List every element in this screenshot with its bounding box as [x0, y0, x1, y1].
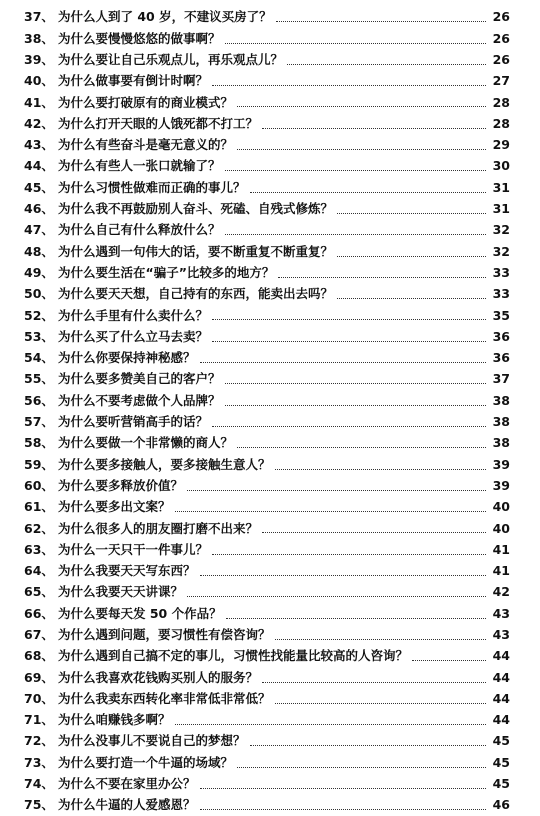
toc-entry-number: 39、 — [24, 51, 54, 67]
toc-entry[interactable] — [0, 539, 540, 560]
toc-entry-title: 为什么遇到自己搞不定的事儿，习惯性找能量比较高的人咨询？ — [58, 648, 409, 664]
toc-entry-page-number: 39 — [492, 477, 510, 493]
toc-entry-page-number: 43 — [492, 605, 510, 621]
dot-leader — [200, 808, 486, 810]
toc-entry-title: 为什么很多人的朋友圈打磨不出来？ — [58, 520, 259, 536]
toc-entry-number: 53、 — [24, 328, 54, 344]
dot-leader — [225, 169, 486, 171]
toc-entry-page-number: 39 — [492, 456, 510, 472]
toc-entry-title: 为什么我要天天写东西？ — [58, 563, 196, 579]
toc-entry-page-number: 35 — [492, 307, 510, 323]
dot-leader — [275, 702, 486, 704]
toc-entry[interactable] — [0, 561, 540, 582]
toc-entry-number: 44、 — [24, 158, 54, 174]
toc-entry-title: 为什么人到了 40 岁，不建议买房了？ — [58, 9, 272, 25]
toc-entry[interactable] — [0, 7, 540, 28]
dot-leader — [337, 212, 486, 214]
toc-entry-title: 为什么要生活在“骗子”比较多的地方？ — [58, 264, 275, 280]
toc-entry-title: 为什么有些人一张口就输了？ — [58, 158, 221, 174]
toc-entry-number: 74、 — [24, 776, 54, 792]
toc-entry-page-number: 41 — [492, 541, 510, 557]
toc-entry-number: 70、 — [24, 690, 54, 706]
toc-entry[interactable] — [0, 50, 540, 71]
toc-entry-title: 为什么要做一个非常懒的商人？ — [58, 435, 234, 451]
toc-entry-page-number: 45 — [492, 776, 510, 792]
toc-entry[interactable] — [0, 263, 540, 284]
toc-entry-number: 42、 — [24, 115, 54, 131]
toc-entry[interactable] — [0, 177, 540, 198]
toc-entry[interactable] — [0, 433, 540, 454]
dot-leader — [337, 255, 486, 257]
toc-entry-page-number: 28 — [492, 94, 510, 110]
toc-entry-page-number: 38 — [492, 435, 510, 451]
toc-entry-page-number: 42 — [492, 584, 510, 600]
toc-entry-title: 为什么做事要有倒计时啊？ — [58, 73, 209, 89]
toc-entry-title: 为什么要多出文案？ — [58, 499, 171, 515]
toc-entry-title: 为什么不要考虑做个人品牌？ — [58, 392, 221, 408]
toc-entry[interactable] — [0, 135, 540, 156]
toc-entry-number: 45、 — [24, 179, 54, 195]
toc-entry[interactable] — [0, 199, 540, 220]
dot-leader — [278, 276, 486, 278]
dot-leader — [200, 574, 486, 576]
toc-entry-title: 为什么咱赚钱多啊？ — [58, 712, 171, 728]
toc-entry-title: 为什么自己有什么释放什么？ — [58, 222, 221, 238]
dot-leader — [212, 425, 486, 427]
toc-entry-number: 49、 — [24, 264, 54, 280]
toc-entry-number: 38、 — [24, 30, 54, 46]
toc-entry-page-number: 29 — [492, 137, 510, 153]
dot-leader — [212, 553, 486, 555]
toc-entry-title: 为什么打开天眼的人饿死都不打工？ — [58, 115, 259, 131]
toc-entry-number: 54、 — [24, 350, 54, 366]
toc-entry-number: 61、 — [24, 499, 54, 515]
dot-leader — [225, 42, 486, 44]
toc-entry-page-number: 33 — [492, 286, 510, 302]
toc-entry-number: 65、 — [24, 584, 54, 600]
dot-leader — [276, 20, 486, 22]
toc-entry-title: 为什么要多接触人，要多接触生意人？ — [58, 456, 271, 472]
dot-leader — [287, 63, 486, 65]
dot-leader — [337, 297, 486, 299]
toc-entry-title: 为什么遇到问题，要习惯性有偿咨询？ — [58, 627, 271, 642]
toc-entry-title: 为什么要打破原有的商业模式？ — [58, 94, 234, 110]
dot-leader — [412, 659, 486, 661]
toc-entry-page-number: 37 — [492, 371, 510, 387]
toc-entry[interactable] — [0, 220, 540, 241]
dot-leader — [200, 787, 486, 789]
dot-leader — [237, 148, 486, 150]
toc-entry[interactable] — [0, 774, 540, 795]
toc-entry-number: 56、 — [24, 392, 54, 408]
toc-entry-title: 为什么牛逼的人爱感恩？ — [58, 797, 196, 813]
toc-entry[interactable] — [0, 92, 540, 113]
toc-entry[interactable] — [0, 710, 540, 731]
toc-entry[interactable] — [0, 689, 540, 710]
toc-entry-title: 为什么我要天天讲课？ — [58, 584, 184, 600]
toc-entry[interactable] — [0, 241, 540, 262]
dot-leader — [225, 233, 486, 235]
toc-entry-page-number: 44 — [492, 669, 510, 685]
toc-entry[interactable] — [0, 113, 540, 134]
toc-entry-page-number: 46 — [492, 797, 510, 813]
dot-leader — [237, 766, 486, 768]
toc-entry-number: 52、 — [24, 307, 54, 323]
toc-entry-title: 为什么有些奋斗是毫无意义的？ — [58, 137, 234, 153]
toc-entry-page-number: 31 — [492, 201, 510, 217]
toc-entry-page-number: 32 — [492, 222, 510, 238]
dot-leader — [175, 510, 486, 512]
toc-entry-number: 63、 — [24, 541, 54, 557]
dot-leader — [212, 340, 486, 342]
dot-leader — [275, 468, 486, 470]
toc-entry-title: 为什么要多赞美自己的客户？ — [58, 371, 221, 387]
toc-entry[interactable] — [0, 667, 540, 688]
toc-entry-number: 62、 — [24, 520, 54, 536]
toc-entry-page-number: 38 — [492, 414, 510, 430]
toc-entry[interactable] — [0, 284, 540, 305]
toc-entry-page-number: 36 — [492, 328, 510, 344]
toc-entry-title: 为什么你要保持神秘感？ — [58, 350, 196, 366]
dot-leader — [187, 595, 486, 597]
dot-leader — [226, 617, 486, 619]
toc-entry[interactable] — [0, 603, 540, 624]
toc-entry-number: 69、 — [24, 669, 54, 685]
toc-entry-title: 为什么要天天想，自己持有的东西，能卖出去吗？ — [58, 286, 334, 302]
toc-entry[interactable] — [0, 369, 540, 390]
toc-entry-title: 为什么习惯性做难而正确的事儿？ — [58, 179, 246, 195]
toc-entry-number: 58、 — [24, 435, 54, 451]
toc-entry-number: 46、 — [24, 201, 54, 217]
toc-entry-number: 37、 — [24, 9, 54, 25]
toc-entry-title: 为什么我卖东西转化率非常低非常低？ — [58, 690, 271, 706]
toc-entry[interactable] — [0, 348, 540, 369]
toc-entry-title: 为什么要打造一个牛逼的场域？ — [58, 754, 234, 770]
toc-entry-title: 为什么一天只干一件事儿？ — [58, 541, 209, 557]
dot-leader — [225, 404, 486, 406]
dot-leader — [262, 127, 486, 129]
toc-entry-number: 73、 — [24, 754, 54, 770]
toc-entry-number: 40、 — [24, 73, 54, 89]
toc-entry[interactable] — [0, 454, 540, 475]
toc-entry-title: 为什么要慢慢悠悠的做事啊？ — [58, 30, 221, 46]
toc-entry-title: 为什么买了什么立马去卖？ — [58, 328, 209, 344]
toc-entry-title: 为什么没事儿不要说自己的梦想？ — [58, 733, 246, 749]
toc-entry-page-number: 30 — [492, 158, 510, 174]
dot-leader — [225, 382, 486, 384]
toc-entry-title: 为什么我不再鼓励别人奋斗、死磕、自残式修炼？ — [58, 201, 334, 217]
dot-leader — [237, 105, 486, 107]
toc-entry[interactable] — [0, 71, 540, 92]
toc-entry-page-number: 26 — [492, 30, 510, 46]
dot-leader — [187, 489, 486, 491]
toc-entry[interactable] — [0, 156, 540, 177]
toc-entry-title: 为什么要听营销高手的话？ — [58, 414, 209, 430]
toc-entry[interactable] — [0, 497, 540, 518]
toc-entry-page-number: 40 — [492, 520, 510, 536]
toc-entry-title: 为什么手里有什么卖什么？ — [58, 307, 209, 323]
toc-entry-page-number: 26 — [492, 9, 510, 25]
toc-entry[interactable] — [0, 625, 540, 646]
toc-entry-page-number: 27 — [492, 73, 510, 89]
toc-entry-number: 71、 — [24, 712, 54, 728]
dot-leader — [250, 744, 486, 746]
toc-entry-page-number: 38 — [492, 392, 510, 408]
toc-entry-page-number: 44 — [492, 648, 510, 664]
dot-leader — [275, 638, 486, 640]
toc-entry-title: 为什么我喜欢花钱购买别人的服务？ — [58, 669, 259, 685]
toc-entry-number: 67、 — [24, 627, 54, 642]
toc-entry[interactable] — [0, 390, 540, 411]
toc-entry-page-number: 41 — [492, 563, 510, 579]
toc-entry-title: 为什么要每天发 50 个作品？ — [58, 605, 222, 621]
toc-entry-number: 72、 — [24, 733, 54, 749]
dot-leader — [212, 318, 486, 320]
toc-entry[interactable] — [0, 28, 540, 49]
toc-entry-page-number: 43 — [492, 627, 510, 642]
toc-entry-title: 为什么遇到一句伟大的话，要不断重复不断重复？ — [58, 243, 334, 259]
toc-entry[interactable] — [0, 305, 540, 326]
toc-entry[interactable] — [0, 476, 540, 497]
toc-entry-title: 为什么不要在家里办公？ — [58, 776, 196, 792]
dot-leader — [262, 681, 486, 683]
toc-entry[interactable] — [0, 646, 540, 667]
toc-entry-number: 57、 — [24, 414, 54, 430]
toc-entry-number: 68、 — [24, 648, 54, 664]
toc-entry-number: 50、 — [24, 286, 54, 302]
toc-entry[interactable] — [0, 518, 540, 539]
toc-entry-number: 64、 — [24, 563, 54, 579]
toc-entry-page-number: 44 — [492, 690, 510, 706]
toc-entry-page-number: 36 — [492, 350, 510, 366]
dot-leader — [262, 531, 486, 533]
toc-entry-number: 66、 — [24, 605, 54, 621]
toc-entry-page-number: 33 — [492, 264, 510, 280]
toc-entry-number: 55、 — [24, 371, 54, 387]
dot-leader — [212, 84, 486, 86]
toc-entry[interactable] — [0, 752, 540, 773]
toc-entry[interactable] — [0, 731, 540, 752]
toc-entry[interactable] — [0, 412, 540, 433]
dot-leader — [200, 361, 486, 363]
toc-entry-page-number: 32 — [492, 243, 510, 259]
toc-entry-number: 47、 — [24, 222, 54, 238]
toc-entry-page-number: 26 — [492, 51, 510, 67]
dot-leader — [237, 446, 486, 448]
toc-entry-number: 48、 — [24, 243, 54, 259]
toc-entry-page-number: 45 — [492, 733, 510, 749]
toc-entry-page-number: 31 — [492, 179, 510, 195]
toc-entry[interactable] — [0, 326, 540, 347]
toc-entry-number: 59、 — [24, 456, 54, 472]
toc-entry-number: 75、 — [24, 797, 54, 813]
toc-entry-number: 43、 — [24, 137, 54, 153]
toc-entry-page-number: 28 — [492, 115, 510, 131]
toc-entry-page-number: 44 — [492, 712, 510, 728]
toc-entry-page-number: 45 — [492, 754, 510, 770]
toc-entry-title: 为什么要让自己乐观点儿，再乐观点儿？ — [58, 51, 284, 67]
toc-entry-number: 60、 — [24, 477, 54, 493]
toc-entry-page-number: 40 — [492, 499, 510, 515]
toc-entry-title: 为什么要多释放价值？ — [58, 477, 184, 493]
toc-entry-number: 41、 — [24, 94, 54, 110]
dot-leader — [250, 191, 486, 193]
dot-leader — [175, 723, 486, 725]
toc-entry[interactable] — [0, 582, 540, 603]
